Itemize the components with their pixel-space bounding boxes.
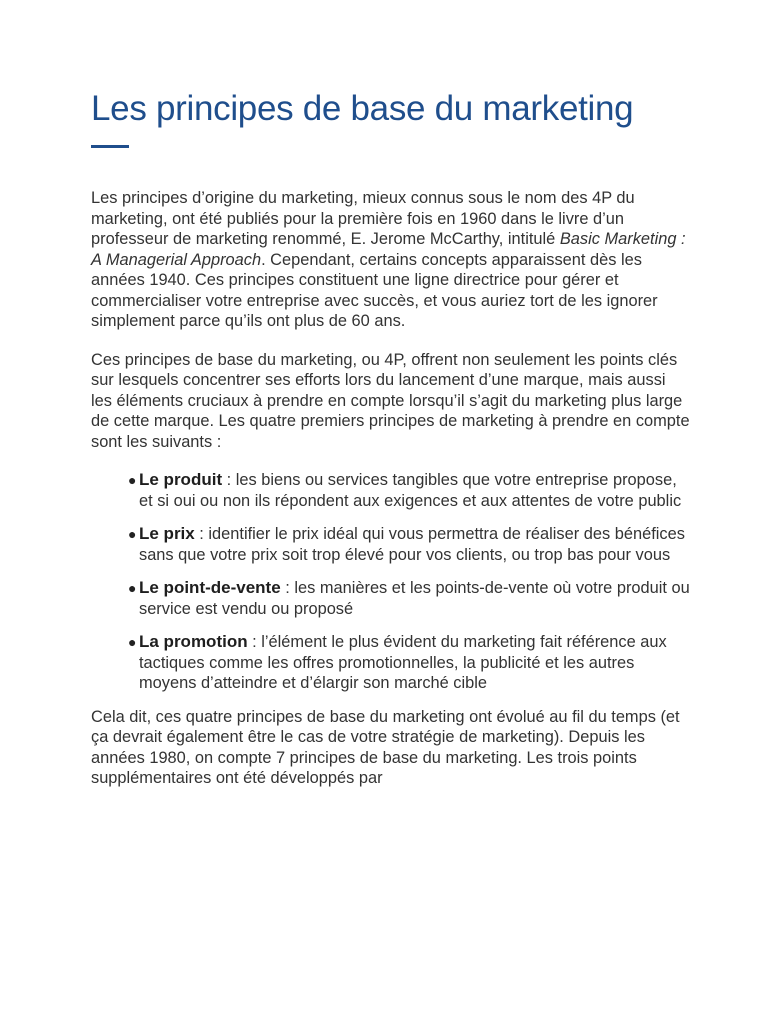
list-item-heading: La promotion [139,632,248,651]
list-item-promotion [128,632,691,694]
list-item-text: : les manières et les points-de-vente où votre produit ou service est vendu ou proposé [139,579,690,618]
bullet-icon: ● [128,472,137,488]
list-item-text: : identifier le prix idéal qui vous permettra de réaliser des bénéfices sans que votre prix soit trop élevé pour vos clients, ou trop bas pour vous [139,525,685,564]
title-underline-rule [91,145,129,148]
list-item-produit [128,470,691,511]
list-item-point-de-vente [128,578,691,619]
list-item-heading: Le prix [139,524,195,543]
bullet-icon: ● [128,526,137,542]
list-item-prix [128,524,691,565]
bullet-icon: ● [128,634,137,650]
document-page [91,86,691,789]
four-p-list [91,470,691,694]
intro-text-end: . Cependant, certains concepts apparaissent dès les années 1940. Ces principes constituent une ligne directrice pour gérer et commercialiser votre entreprise avec succès, et vous auriez tort de les ignorer simplement parce qu’ils ont plus de 60 ans. [91,250,658,330]
four-p-paragraph: Ces principes de base du marketing, ou 4P, offrent non seulement les points clés sur lesquels concentrer ses efforts lors du lancement d’une marque, mais aussi les éléments cruciaux à prendre en compte lorsqu’il s’agit du marketing plus large de cette marque. Les quatre premiers principes de marketing à prendre en compte sont les suivants : [91,350,690,451]
book-title: Basic Marketing : A Managerial Approach [91,230,686,269]
intro-paragraph [91,188,691,332]
evolution-paragraph: Cela dit, ces quatre principes de base du marketing ont évolué au fil du temps (et ça devrait également être le cas de votre stratégie de marketing). Depuis les années 1980, on compte 7 principes de base du marketing. Les trois points supplémentaires ont été développés par [91,707,680,787]
page-title: Les principes de base du marketing [91,89,634,128]
bullet-icon: ● [128,580,137,596]
list-item-text: : les biens ou services tangibles que votre entreprise propose, et si oui ou non ils répondent aux exigences et aux attentes de votre public [139,471,682,510]
list-item-heading: Le point-de-vente [139,578,281,597]
intro-text-start: Les principes d’origine du marketing, mieux connus sous le nom des 4P du marketing, ont été publiés pour la première fois en 1960 dans le livre d’un professeur de marketing renommé, E. Jerome McCarthy, intitulé [91,189,635,248]
list-item-heading: Le produit [139,470,223,489]
list-item-text: : l’élément le plus évident du marketing fait référence aux tactiques comme les offres promotionnelles, la publicité et les autres moyens d’atteindre et d’élargir son marché cible [139,633,667,692]
